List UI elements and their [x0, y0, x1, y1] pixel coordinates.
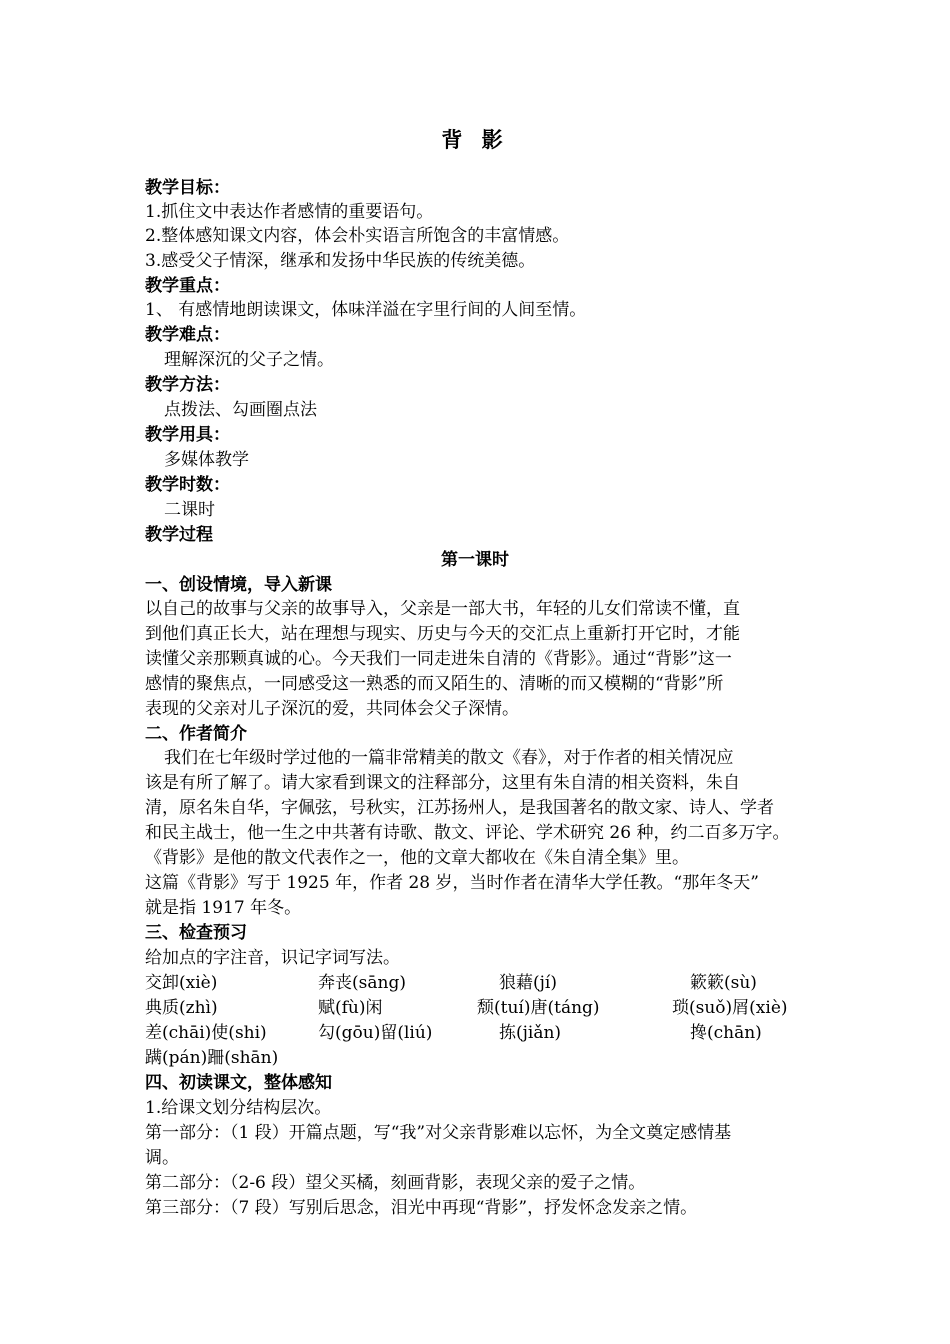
- section4-line: 第一部分：（1 段）开篇点题，写“我”对父亲背影难以忘怀，为全文奠定感情基: [145, 1123, 732, 1143]
- section1-line: 读懂父亲那颗真诚的心。今天我们一同走进朱自清的《背影》。通过“背影”这一: [145, 649, 732, 669]
- vocab-item: 琐(suǒ)屑(xiè): [672, 998, 788, 1018]
- process-heading: 教学过程: [145, 525, 213, 545]
- section4-line: 1.给课文划分结构层次。: [145, 1098, 332, 1118]
- objective-item: 2.整体感知课文内容，体会朴实语言所饱含的丰富情感。: [145, 226, 570, 246]
- page-title: 背 影: [441, 128, 509, 152]
- vocab-item: 交卸(xiè): [145, 973, 218, 993]
- key-points-heading: 教学重点：: [145, 276, 230, 296]
- section2-heading: 二、作者简介: [145, 724, 247, 744]
- vocab-item: 蹒(pán)跚(shān): [145, 1048, 279, 1068]
- section4-heading: 四、初读课文，整体感知: [145, 1073, 332, 1093]
- section2-line: 该是有所了解了。请大家看到课文的注释部分，这里有朱自清的相关资料，朱自: [145, 773, 740, 793]
- vocab-item: 差(chāi)使(shi): [145, 1023, 267, 1043]
- section2-line: 就是指 1917 年冬。: [145, 898, 302, 918]
- difficulty-text: 理解深沉的父子之情。: [164, 350, 334, 370]
- key-point-item: 1、 有感情地朗读课文，体味洋溢在字里行间的人间至情。: [145, 300, 587, 320]
- vocab-item: 奔丧(sāng): [318, 973, 406, 993]
- section2-line: 和民主战士，他一生之中共著有诗歌、散文、评论、学术研究 26 种，约二百多万字。: [145, 823, 790, 843]
- methods-heading: 教学方法：: [145, 375, 230, 395]
- section2-line: 这篇《背影》写于 1925 年，作者 28 岁，当时作者在清华大学任教。“那年冬天”: [145, 873, 759, 893]
- section1-line: 以自己的故事与父亲的故事导入，父亲是一部大书，年轻的儿女们常读不懂，直: [145, 599, 740, 619]
- vocab-item: 颓(tuí)唐(táng): [477, 998, 600, 1018]
- section2-line: 清，原名朱自华，字佩弦，号秋实，江苏扬州人，是我国著名的散文家、诗人、学者: [145, 798, 774, 818]
- difficulty-heading: 教学难点：: [145, 325, 230, 345]
- section3-instruction: 给加点的字注音，识记字词写法。: [145, 948, 400, 968]
- section4-line: 第三部分：（7 段）写别后思念，泪光中再现“背影”，抒发怀念发亲之情。: [145, 1198, 698, 1218]
- hours-heading: 教学时数：: [145, 475, 230, 495]
- section4-line: 第二部分：（2-6 段）望父买橘，刻画背影，表现父亲的爱子之情。: [145, 1173, 646, 1193]
- vocab-item: 勾(gōu)留(liú): [318, 1023, 433, 1043]
- section2-line: 《背影》是他的散文代表作之一，他的文章大都收在《朱自清全集》里。: [145, 848, 689, 868]
- tools-heading: 教学用具：: [145, 425, 230, 445]
- section1-heading: 一、创设情境，导入新课: [145, 575, 332, 595]
- hours-text: 二课时: [164, 500, 215, 520]
- section1-line: 表现的父亲对儿子深沉的爱，共同体会父子深情。: [145, 699, 519, 719]
- objectives-heading: 教学目标：: [145, 178, 230, 198]
- vocab-item: 赋(fù)闲: [318, 998, 383, 1018]
- objective-item: 1.抓住文中表达作者感情的重要语句。: [145, 202, 434, 222]
- objective-item: 3.感受父子情深，继承和发扬中华民族的传统美德。: [145, 251, 536, 271]
- section1-line: 感情的聚焦点，一同感受这一熟悉的而又陌生的、清晰的而又模糊的“背影”所: [145, 674, 724, 694]
- vocab-item: 拣(jiǎn): [499, 1023, 562, 1043]
- vocab-item: 簌簌(sù): [690, 973, 757, 993]
- tools-text: 多媒体教学: [164, 450, 249, 470]
- vocab-item: 狼藉(jí): [499, 973, 557, 993]
- vocab-item: 搀(chān): [690, 1023, 762, 1043]
- lesson-heading: 第一课时: [441, 550, 509, 570]
- vocab-item: 典质(zhì): [145, 998, 218, 1018]
- section4-line: 调。: [145, 1148, 179, 1168]
- section1-line: 到他们真正长大，站在理想与现实、历史与今天的交汇点上重新打开它时，才能: [145, 624, 740, 644]
- section3-heading: 三、检查预习: [145, 923, 247, 943]
- methods-text: 点拨法、勾画圈点法: [164, 400, 317, 420]
- section2-line: 我们在七年级时学过他的一篇非常精美的散文《春》，对于作者的相关情况应: [164, 748, 734, 768]
